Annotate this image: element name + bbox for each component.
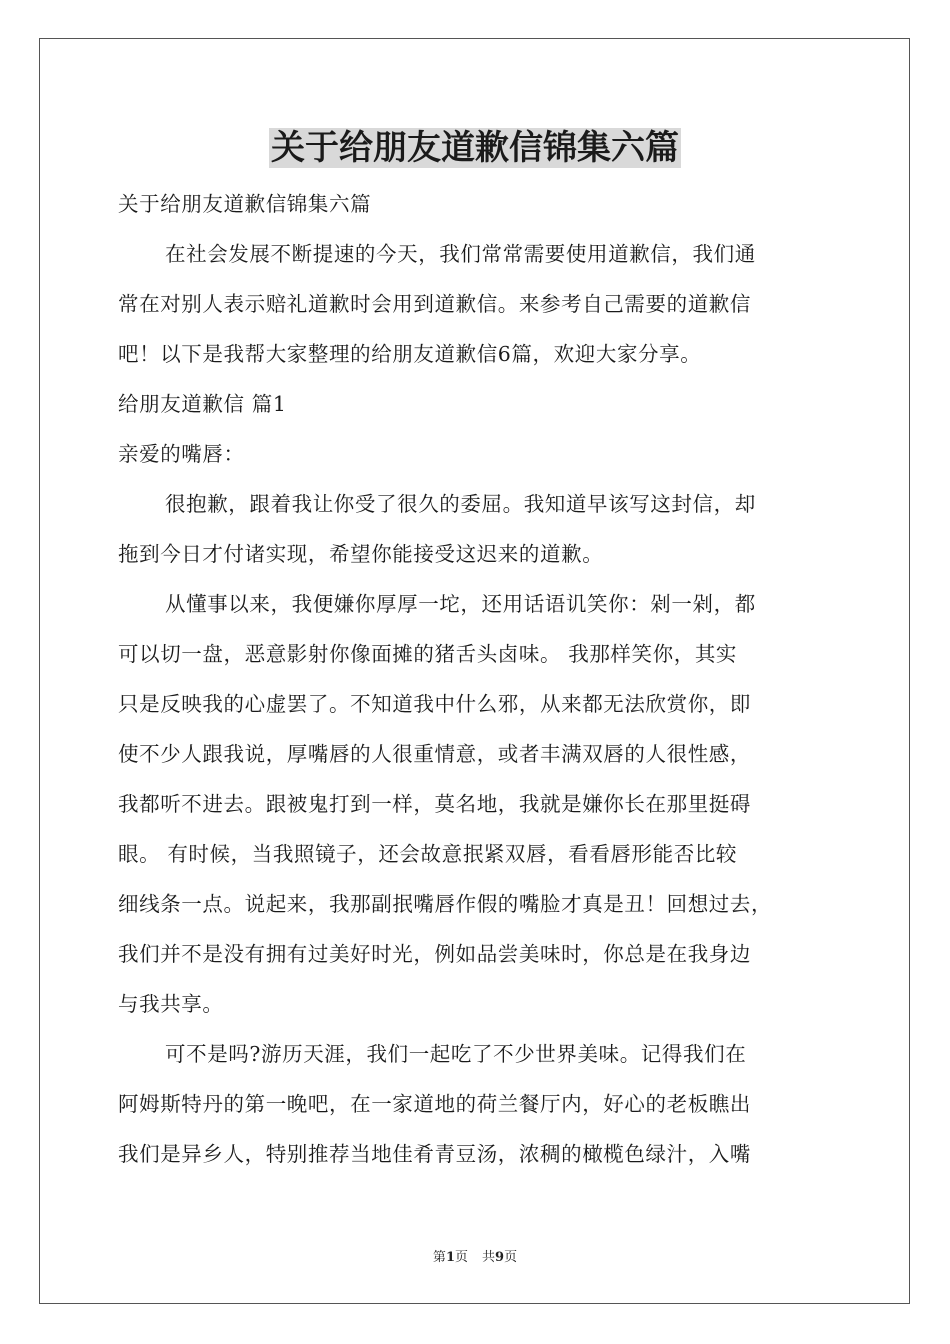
text-line: 可以切一盘，恶意影射你像面摊的猪舌头卤味。 我那样笑你，其实 [118, 642, 738, 666]
text-line: 细线条一点。说起来，我那副抿嘴唇作假的嘴脸才真是丑！回想过去， [118, 892, 773, 916]
text-line: 从懂事以来，我便嫌你厚厚一坨，还用话语讥笑你：剁一剁，都 [165, 592, 756, 616]
page-footer [0, 1248, 950, 1268]
page-number-prefix: 第 [432, 1250, 446, 1265]
text-line: 我们是异乡人，特别推荐当地佳肴青豆汤，浓稠的橄榄色绿汁，入嘴 [118, 1142, 751, 1166]
text-line: 在社会发展不断提速的今天，我们常常需要使用道歉信，我们通 [165, 242, 756, 266]
text-line: 亲爱的嘴唇： [118, 442, 245, 466]
text-line: 使不少人跟我说，厚嘴唇的人很重情意，或者丰满双唇的人很性感， [118, 742, 751, 766]
page-number-suffix: 页 [454, 1250, 468, 1265]
text-line: 常在对别人表示赔礼道歉时会用到道歉信。来参考自己需要的道歉信 [118, 292, 751, 316]
document-title-text: 关于给朋友道歉信锦集六篇 [271, 128, 679, 168]
text-line: 给朋友道歉信 篇1 [118, 392, 287, 416]
page-number: 1 [445, 1250, 455, 1265]
text-line: 拖到今日才付诸实现，希望你能接受这迟来的道歉。 [118, 542, 604, 566]
text-line: 可不是吗?游历天涯，我们一起吃了不少世界美味。记得我们在 [165, 1042, 747, 1066]
text-line: 只是反映我的心虚罢了。不知道我中什么邪，从来都无法欣赏你，即 [118, 692, 751, 716]
total-pages: 9 [495, 1250, 505, 1265]
text-line: 吧！以下是我帮大家整理的给朋友道歉信6篇，欢迎大家分享。 [118, 342, 702, 366]
text-line: 我都听不进去。跟被鬼打到一样，莫名地，我就是嫌你长在那里挺碍 [118, 792, 751, 816]
text-line: 阿姆斯特丹的第一晚吧，在一家道地的荷兰餐厅内，好心的老板瞧出 [118, 1092, 751, 1116]
document-body [118, 179, 838, 1179]
total-pages-prefix: 共 [482, 1250, 496, 1265]
document-title [0, 124, 950, 172]
text-line: 我们并不是没有拥有过美好时光，例如品尝美味时，你总是在我身边 [118, 942, 751, 966]
text-line: 眼。 有时候，当我照镜子，还会故意抿紧双唇，看看唇形能否比较 [118, 842, 738, 866]
text-line: 很抱歉，跟着我让你受了很久的委屈。我知道早该写这封信，却 [165, 492, 756, 516]
text-line: 与我共享。 [118, 992, 224, 1016]
total-pages-suffix: 页 [504, 1250, 518, 1265]
text-line: 关于给朋友道歉信锦集六篇 [118, 192, 372, 216]
